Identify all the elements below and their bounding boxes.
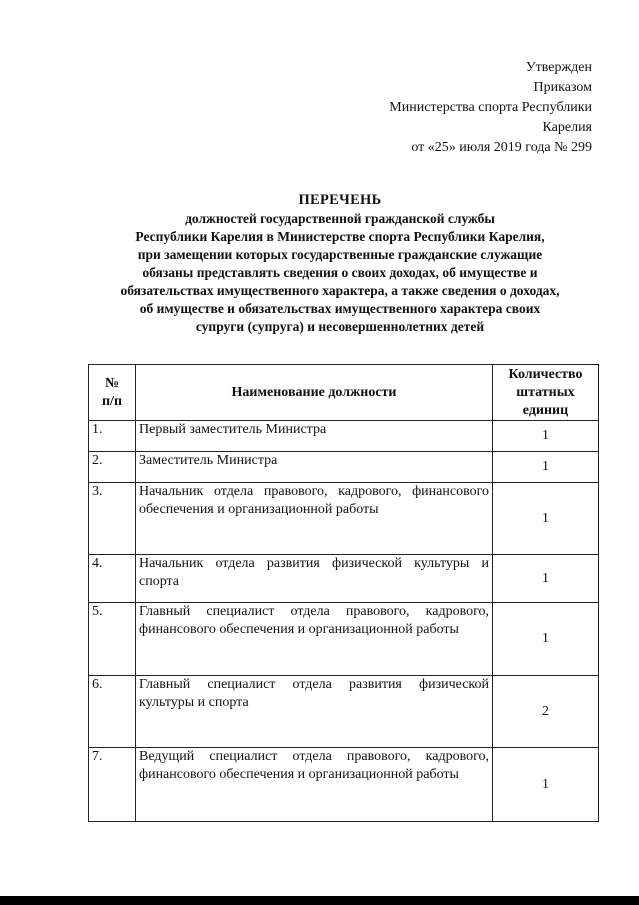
header-number-line: № bbox=[104, 375, 120, 391]
row-number: 2. bbox=[89, 452, 136, 483]
row-quantity: 1 bbox=[493, 452, 599, 483]
row-position-name: Главный специалист отдела развития физической культуры и спорта bbox=[136, 676, 493, 748]
approval-line-region: Карелия bbox=[542, 120, 592, 135]
header-quantity bbox=[493, 365, 599, 421]
table-header-row bbox=[89, 365, 599, 421]
header-quantity-line: Количество bbox=[508, 366, 583, 382]
row-quantity: 1 bbox=[493, 483, 599, 555]
row-position-name: Ведущий специалист отдела правового, кадрового, финансового обеспечения и организационной работы bbox=[136, 748, 493, 822]
row-quantity: 1 bbox=[493, 748, 599, 822]
heading-line: супруги (супруга) и несовершеннолетних детей bbox=[195, 319, 485, 334]
heading-line: обязательствах имущественного характера, а также сведения о доходах, bbox=[120, 283, 560, 298]
row-number: 1. bbox=[89, 421, 136, 452]
approval-line-order: Приказом bbox=[533, 80, 592, 95]
row-number: 6. bbox=[89, 676, 136, 748]
heading-line: при замещении которых государственные гражданские служащие bbox=[137, 247, 543, 262]
table-row bbox=[89, 452, 599, 483]
approval-line-approved: Утвержден bbox=[525, 60, 592, 75]
row-quantity: 1 bbox=[493, 421, 599, 452]
row-position-name: Заместитель Министра bbox=[136, 452, 493, 483]
table-row bbox=[89, 748, 599, 822]
table-row bbox=[89, 421, 599, 452]
row-position-name: Начальник отдела правового, кадрового, финансового обеспечения и организационной работы bbox=[136, 483, 493, 555]
heading-line: об имуществе и обязательствах имущественного характера своих bbox=[139, 301, 541, 316]
heading-line: должностей государственной гражданской службы bbox=[185, 211, 495, 226]
table-row bbox=[89, 676, 599, 748]
positions-table bbox=[88, 364, 599, 822]
document-title: ПЕРЕЧЕНЬ bbox=[298, 192, 382, 208]
table-row bbox=[89, 603, 599, 676]
heading-line: обязаны представлять сведения о своих доходах, об имуществе и bbox=[142, 265, 538, 280]
heading-line: Республики Карелия в Министерстве спорта Республики Карелия, bbox=[135, 229, 545, 244]
row-number: 7. bbox=[89, 748, 136, 822]
header-quantity-line: штатных bbox=[516, 384, 575, 400]
header-position-name: Наименование должности bbox=[136, 365, 493, 421]
header-quantity-line: единиц bbox=[522, 402, 569, 418]
row-number: 4. bbox=[89, 555, 136, 603]
row-number: 3. bbox=[89, 483, 136, 555]
table-row bbox=[89, 555, 599, 603]
row-position-name: Первый заместитель Министра bbox=[136, 421, 493, 452]
document-heading bbox=[60, 190, 620, 336]
row-quantity: 1 bbox=[493, 603, 599, 676]
approval-line-date: от «25» июля 2019 года № 299 bbox=[411, 140, 592, 155]
row-quantity: 2 bbox=[493, 676, 599, 748]
table-row bbox=[89, 483, 599, 555]
scan-bottom-edge bbox=[0, 896, 639, 905]
header-number bbox=[89, 365, 136, 421]
approval-stamp bbox=[389, 58, 592, 158]
row-position-name: Главный специалист отдела правового, кадрового, финансового обеспечения и организационной работы bbox=[136, 603, 493, 676]
header-number-line: п/п bbox=[101, 393, 123, 409]
row-position-name: Начальник отдела развития физической культуры и спорта bbox=[136, 555, 493, 603]
row-quantity: 1 bbox=[493, 555, 599, 603]
row-number: 5. bbox=[89, 603, 136, 676]
approval-line-ministry: Министерства спорта Республики bbox=[389, 100, 592, 115]
